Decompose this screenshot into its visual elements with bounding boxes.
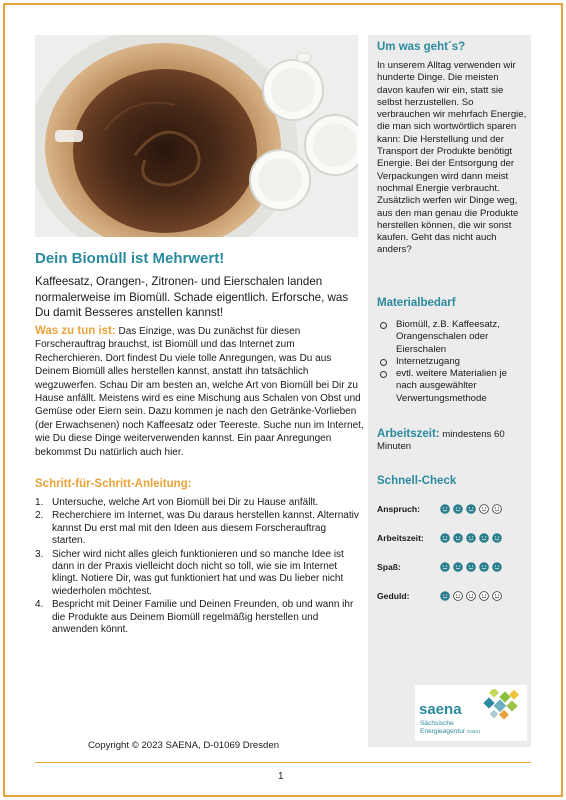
- circle-bullet-icon: [380, 371, 387, 378]
- material-text: evtl. weitere Materialien je nach ausgewählter Verwertungsmethode: [396, 368, 507, 404]
- smiley-filled-icon: [492, 562, 502, 572]
- smiley-outline-icon: [479, 504, 489, 514]
- logo-mosaic-icon: [471, 689, 523, 721]
- saena-logo: [415, 685, 527, 741]
- check-label: Arbeitszeit:: [377, 533, 424, 543]
- work-time-label: Arbeitszeit:: [377, 428, 440, 440]
- smiley-outline-icon: [453, 591, 463, 601]
- step-number: 1.: [35, 497, 44, 508]
- coffee-filter-photo: [35, 35, 358, 237]
- steps-title: Schritt-für-Schritt-Anleitung:: [35, 478, 192, 490]
- logo-suffix: GmbH: [466, 728, 480, 734]
- smiley-filled-icon: [453, 504, 463, 514]
- check-label: Anspruch:: [377, 504, 420, 514]
- step-text: Sicher wird nicht alles gleich funktionieren und so manche Idee ist dann in der Praxis vielleicht doch nicht so toll, wie sie im Internet klingt. Notiere Dir, was gut funktioniert hat und was Du lieber nicht wiederholen möchtest.: [52, 548, 344, 597]
- material-item: [380, 368, 530, 405]
- logo-word: saena: [419, 701, 462, 718]
- smiley-outline-icon: [479, 591, 489, 601]
- smiley-filled-icon: [479, 562, 489, 572]
- logo-line2: Energieagentur: [420, 727, 466, 735]
- material-item: [380, 356, 530, 368]
- material-item: [380, 319, 530, 356]
- check-label: Spaß:: [377, 562, 401, 572]
- smiley-filled-icon: [466, 504, 476, 514]
- check-row: [377, 531, 527, 545]
- smiley-filled-icon: [440, 562, 450, 572]
- logo-subtitle: [420, 720, 480, 735]
- smiley-filled-icon: [440, 504, 450, 514]
- check-row: [377, 589, 527, 603]
- material-title: Materialbedarf: [377, 297, 456, 309]
- smiley-filled-icon: [492, 533, 502, 543]
- material-text: Internetzugang: [396, 355, 461, 367]
- smiley-filled-icon: [466, 562, 476, 572]
- page-title: Dein Biomüll ist Mehrwert!: [35, 250, 225, 267]
- check-label: Geduld:: [377, 591, 410, 601]
- work-time: [377, 428, 527, 454]
- page-number: 1: [278, 771, 284, 782]
- smiley-filled-icon: [466, 533, 476, 543]
- smiley-filled-icon: [453, 562, 463, 572]
- sidebar: [368, 35, 531, 747]
- step-text: Recherchiere im Internet, was Du daraus herstellen kannst. Alternativ kannst Du erst mal mit den Ideen aus diesem Forscherauftrag starten.: [52, 510, 359, 547]
- copyright: Copyright © 2023 SAENA, D-01069 Dresden: [88, 740, 280, 751]
- check-row: [377, 560, 527, 574]
- step-item: [35, 549, 360, 599]
- todo-text: Das Einzige, was Du zunächst für diesen Forscherauftrag brauchst, ist Biomüll und das Internet zum Recherchieren. Dort findest Du viele tolle Anregungen, was Du aus Deinem Biomüll alles herstellen kannst, anstatt ihn tatsächlich wegzuwerfen. Schau Dir am besten an, welche Art von Biomüll bei Dir zu Hause anfällt. Meistens wird es eine Mischung aus Schalen von Obst und Gemüse oder Eiern sein. Dazu kommen je nach den Getränke-Vorlieben (der Erwachsenen) noch Kaffeesatz oder Teereste. Suche nun im Internet, wie Du diese Dinge weiterverwenden kannst. Ein paar Anregungen bekommst Du natürlich auch hier.: [35, 326, 364, 458]
- step-number: 4.: [35, 599, 44, 611]
- material-list: [380, 319, 530, 405]
- smiley-outline-icon: [492, 504, 502, 514]
- logo-line1: Sächsische: [420, 720, 454, 727]
- step-number: 2.: [35, 510, 44, 522]
- step-text: Untersuche, welche Art von Biomüll bei Dir zu Hause anfällt.: [52, 497, 319, 508]
- work-time-value: mindestens 60 Minuten: [377, 429, 505, 453]
- step-number: 3.: [35, 548, 44, 560]
- smiley-outline-icon: [466, 591, 476, 601]
- rating-faces: [440, 504, 502, 514]
- step-item: [35, 599, 360, 636]
- smiley-filled-icon: [440, 591, 450, 601]
- step-item: [35, 497, 360, 509]
- step-text: Bespricht mit Deiner Familie und Deinen Freunden, ob und wann ihr die Produkte aus Deinem Biomüll regelmäßig herstellen und anwenden könnt.: [52, 599, 354, 636]
- steps-list: [35, 497, 360, 637]
- smiley-filled-icon: [453, 533, 463, 543]
- about-title: Um was geht´s?: [377, 41, 466, 53]
- check-row: [377, 502, 527, 516]
- intro-paragraph: Kaffeesatz, Orangen-, Zitronen- und Eierschalen landen normalerweise im Biomüll. Schade eigentlich. Erforsche, was Du damit Besseres anstellen kannst!: [35, 275, 349, 319]
- rating-faces: [440, 591, 502, 601]
- smiley-filled-icon: [479, 533, 489, 543]
- footer-rule: [35, 762, 531, 763]
- smiley-filled-icon: [440, 533, 450, 543]
- todo-paragraph: [35, 325, 365, 459]
- circle-bullet-icon: [380, 322, 387, 329]
- rating-faces: [440, 533, 502, 543]
- rating-faces: [440, 562, 502, 572]
- step-item: [35, 510, 360, 547]
- todo-lead: Was zu tun ist:: [35, 325, 116, 337]
- material-text: Biomüll, z.B. Kaffeesatz, Orangenschalen oder Eierschalen: [396, 319, 500, 355]
- smiley-outline-icon: [492, 591, 502, 601]
- quick-check-title: Schnell-Check: [377, 475, 457, 487]
- about-text: In unserem Alltag verwenden wir hunderte Dinge. Die meisten davon kaufen wir ein, statt sie selbst herzustellen. So verbrauchen wir mehrfach Energie, die man sich wortwörtlich sparen kann: Die Herstellung und der Transport der Produkte benötigt Energie. Bei der Entsorgung der Verpackungen wird dann meist nochmal Energie verbraucht. Zusätzlich werfen wir Dinge weg, aus den man genau die Produkte herstellen können, die wir sonst kaufen. Geht das nicht auch anders?: [377, 60, 527, 256]
- circle-bullet-icon: [380, 359, 387, 366]
